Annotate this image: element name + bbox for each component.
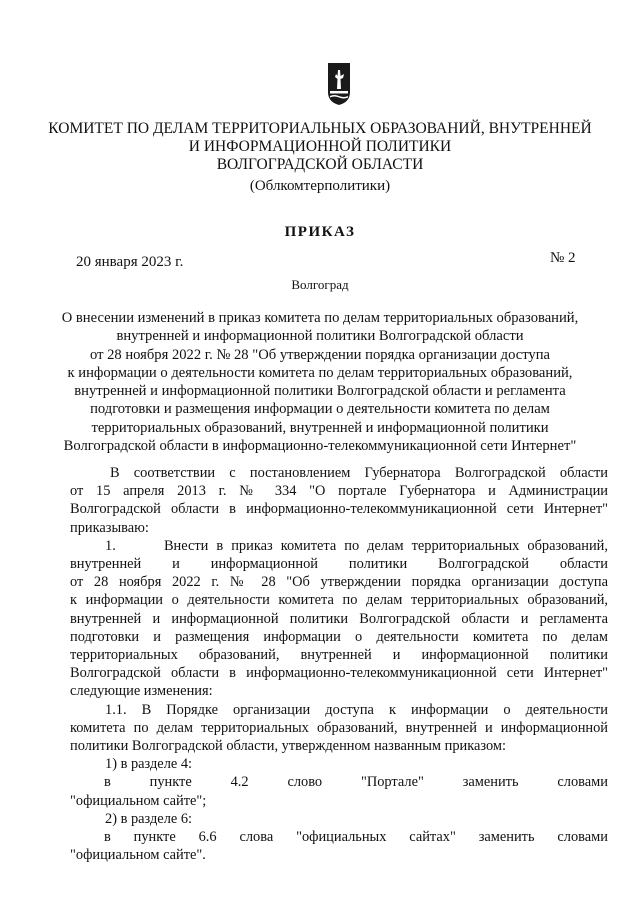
subject-line: Волгоградской области в информационно-телекоммуникационной сети Интернет" — [63, 438, 577, 455]
word: заменить — [462, 774, 519, 791]
order-body — [70, 464, 608, 864]
subitem1-row — [70, 773, 608, 791]
word: пункте — [133, 829, 176, 846]
coat-of-arms-icon — [327, 62, 351, 106]
subitem-2 — [70, 810, 608, 865]
item1-line: внутренней и информационной политики Волгоградской области и регламента — [70, 610, 608, 627]
subitem2-heading: 2) в разделе 6: — [105, 810, 193, 827]
subitem1-continuation: "официальном сайте"; — [70, 792, 207, 809]
item-1-1 — [70, 701, 608, 756]
word: слово — [287, 774, 323, 791]
order-number: № 2 — [550, 250, 576, 266]
organization-name — [40, 120, 600, 174]
item1-line: следующие изменения: — [70, 683, 213, 700]
word: сайтах" — [409, 829, 456, 846]
word: пункте — [149, 774, 192, 791]
subitem2-row — [70, 828, 608, 846]
org-line-1: КОМИТЕТ ПО ДЕЛАМ ТЕРРИТОРИАЛЬНЫХ ОБРАЗОВАНИЙ, ВНУТРЕННЕЙ — [48, 120, 592, 137]
word: в — [104, 774, 111, 791]
item1-line: внутренней и информационной политики Волгоградской области — [70, 556, 608, 573]
order-date: 20 января 2023 г. — [76, 254, 184, 270]
item1-line: к информации о деятельности комитета по делам территориальных образований, — [70, 592, 608, 609]
word: словами — [557, 774, 608, 791]
preamble-line: Волгоградской области в информационно-телекоммуникационной сети Интернет" — [70, 501, 608, 518]
order-subject — [40, 309, 600, 455]
item1-line: 1. Внести в приказ комитета по делам территориальных образований, — [105, 537, 608, 554]
item1-line: территориальных образований, внутренней и информационной политики — [70, 647, 608, 664]
preamble — [70, 464, 608, 537]
order-title: ПРИКАЗ — [284, 224, 356, 240]
word: словами — [557, 829, 608, 846]
org-line-3: ВОЛГОГРАДСКОЙ ОБЛАСТИ — [216, 156, 424, 173]
subitem1-heading: 1) в разделе 4: — [105, 756, 193, 773]
preamble-line: от 15 апреля 2013 г. № 334 "О портале Губернатора и Администрации — [70, 483, 608, 500]
item11-line: 1.1. В Порядке организации доступа к информации о деятельности — [105, 701, 608, 718]
item11-line: политики Волгоградской области, утвержденном названным приказом: — [70, 738, 507, 755]
word: 4.2 — [230, 774, 249, 791]
word: "Портале" — [360, 774, 424, 791]
word: 6.6 — [198, 829, 217, 846]
item1-line: Волгоградской области в информационно-телекоммуникационной сети Интернет" — [70, 665, 608, 682]
item11-line: комитета по делам территориальных образований, внутренней и информационной — [70, 719, 608, 736]
subject-line: О внесении изменений в приказ комитета по делам территориальных образований, — [61, 310, 579, 326]
item-1 — [70, 537, 608, 701]
subject-line: территориальных образований, внутренней и информационной политики — [91, 419, 549, 436]
subitem-1 — [70, 755, 608, 810]
org-line-2: И ИНФОРМАЦИОННОЙ ПОЛИТИКИ — [188, 138, 452, 155]
subject-line: от 28 ноября 2022 г. № 28 "Об утверждении порядка организации доступа — [89, 346, 551, 363]
word: "официальных — [296, 829, 387, 846]
subject-line: подготовки и размещения информации о деятельности комитета по делам — [90, 401, 550, 418]
order-city: Волгоград — [291, 277, 349, 292]
subject-line: к информации о деятельности комитета по делам территориальных образований, — [67, 364, 573, 381]
word: в — [104, 829, 111, 846]
subject-line: внутренней и информационной политики Волгоградской области и регламента — [74, 383, 566, 400]
item1-line: от 28 ноября 2022 г. № 28 "Об утверждении порядка организации доступа — [70, 574, 608, 591]
item1-line: подготовки и размещения информации о деятельности комитета по делам — [70, 628, 608, 645]
preamble-line: В соответствии с постановлением Губернатора Волгоградской области — [110, 465, 608, 481]
word: слова — [239, 829, 274, 846]
org-short-name: (Облкомтерполитики) — [249, 178, 391, 194]
word: заменить — [478, 829, 535, 846]
preamble-line: приказываю: — [70, 519, 149, 536]
subject-line: внутренней и информационной политики Волгоградской области — [116, 328, 524, 345]
subitem2-continuation: "официальном сайте". — [70, 847, 206, 864]
